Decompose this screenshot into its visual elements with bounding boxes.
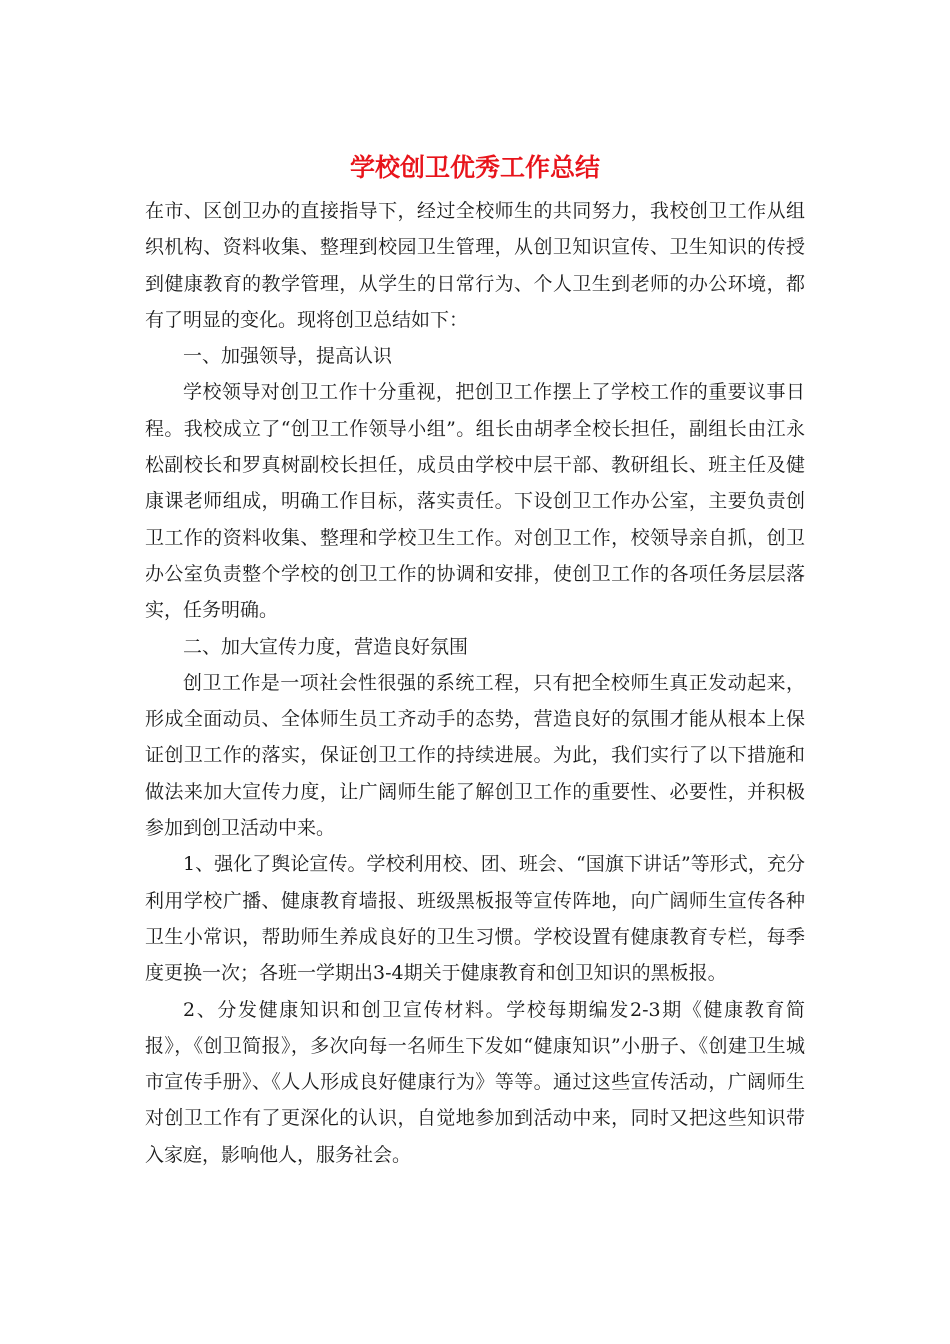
document-title: 学校创卫优秀工作总结 (349, 153, 600, 182)
section-1-paragraph: 学校领导对创卫工作十分重视，把创卫工作摆上了学校工作的重要议事日程。我校成立了“创卫工作领导小组”。组长由胡孝全校长担任，副组长由江永松副校长和罗真树副校长担任，成员由学校中层干部、教研组长、班主任及健康课老师组成，明确工作目标，落实责任。下设创卫工作办公室，主要负责创卫工作的资料收集、整理和学校卫生工作。对创卫工作，校领导亲自抓，创卫办公室负责整个学校的创卫工作的协调和安排，使创卫工作的各项任务层层落实，任务明确。 (145, 381, 805, 622)
section-heading-2: 二、加大宣传力度，营造良好氛围 (183, 635, 469, 658)
section-2-item-2: 2、分发健康知识和创卫宣传材料。学校每期编发2-3期《健康教育简报》，《创卫简报》，多次向每一名师生下发如“健康知识”小册子、《创建卫生城市宣传手册》、《人人形成良好健康行为》等等。通过这些宣传活动，广阔师生对创卫工作有了更深化的认识，自觉地参加到活动中来，同时又把这些知识带入家庭，影响他人，服务社会。 (145, 998, 805, 1166)
section-2-item-1: 1、强化了舆论宣传。学校利用校、团、班会、“国旗下讲话”等形式，充分利用学校广播、健康教育墙报、班级黑板报等宣传阵地，向广阔师生宣传各种卫生小常识，帮助师生养成良好的卫生习惯。学校设置有健康教育专栏，每季度更换一次；各班一学期出3-4期关于健康教育和创卫知识的黑板报。 (145, 853, 805, 985)
section-heading-1: 一、加强领导，提高认识 (183, 345, 393, 368)
document-body (145, 193, 805, 1173)
intro-paragraph: 在市、区创卫办的直接指导下，经过全校师生的共同努力，我校创卫工作从组织机构、资料收集、整理到校园卫生管理，从创卫知识宣传、卫生知识的传授到健康教育的教学管理，从学生的日常行为、个人卫生到老师的办公环境，都有了明显的变化。现将创卫总结如下： (145, 200, 805, 331)
section-2-paragraph: 创卫工作是一项社会性很强的系统工程，只有把全校师生真正发动起来，形成全面动员、全体师生员工齐动手的态势，营造良好的氛围才能从根本上保证创卫工作的落实，保证创卫工作的持续进展。为此，我们实行了以下措施和做法来加大宣传力度，让广阔师生能了解创卫工作的重要性、必要性，并积极参加到创卫活动中来。 (145, 671, 805, 840)
